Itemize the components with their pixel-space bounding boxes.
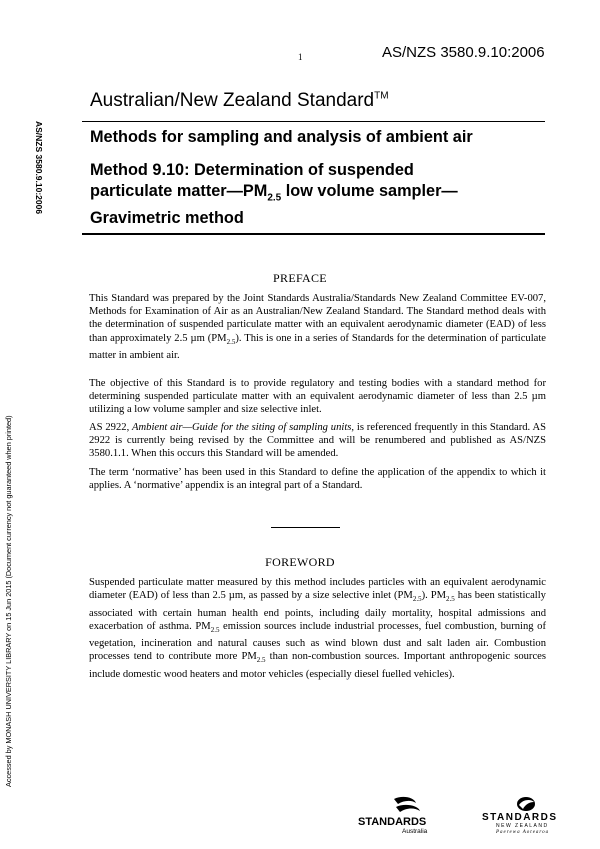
preface-paragraph-4: The term ‘normative’ has been used in this Standard to define the application of the appendix to which it applies. A ‘normative’ appendix is an integral part of a Standard. (89, 467, 546, 492)
standards-nz-name: STANDARDS (482, 812, 558, 823)
trademark-mark: TM (374, 90, 389, 102)
subtitle-line-1: Method 9.10: Determination of suspended (90, 161, 414, 179)
document-title: Methods for sampling and analysis of ambient air (90, 128, 473, 146)
preface-p1-text: This Standard was prepared by the Joint Standards Australia/Standards New Zealand Committee EV-007, Methods for Examination of Air as an Australian/New Zealand Standard. The Standard method deals with the determination of suspended particulate matter with an equivalent aerodynamic diameter (EAD) of less than approximately 2.5 µm (PM (89, 293, 546, 344)
page-number: 1 (298, 52, 303, 62)
pm-subscript: 2.5 (412, 595, 422, 604)
standards-australia-swoosh-icon (394, 797, 420, 812)
access-watermark: Accessed by MONASH UNIVERSITY LIBRARY on 15 Jun 2015 (Document currency not guaranteed when printed) (4, 415, 13, 787)
side-standard-code (34, 121, 46, 231)
foreword-heading: FOREWORD (265, 555, 335, 569)
subtitle-line-2 (90, 181, 550, 208)
standard-type-text: Australian/New Zealand Standard (90, 90, 375, 111)
standards-new-zealand-logo (478, 796, 572, 834)
pm-subscript: 2.5 (256, 656, 266, 665)
pm-subscript: 2.5 (267, 192, 282, 204)
pm-subscript: 2.5 (446, 595, 455, 604)
subtitle-line-3: Gravimetric method (90, 209, 244, 228)
preface-heading: PREFACE (273, 271, 327, 285)
foreword-text-a: Suspended particulate matter measured by this method includes particles with an equivalent aerodynamic diameter (EAD) of less than 2.5 µm, as passed by a size selective inlet (PM (89, 577, 546, 602)
preface-paragraph-1 (89, 292, 546, 362)
referenced-standard-title: Ambient air—Guide for the siting of sampling units (132, 422, 352, 433)
preface-paragraph-2: The objective of this Standard is to provide regulatory and testing bodies with a standard method for determining suspended particulate matter with an equivalent aerodynamic diameter of less than 2.5 µm utilizing a low volume sampler and size selective inlet. (89, 378, 546, 416)
document-subtitle (90, 160, 550, 229)
section-divider (271, 527, 340, 528)
pm-subscript: 2.5 (210, 625, 220, 634)
preface-p3-text: AS 2922, (89, 422, 133, 433)
foreword-text-b: ). PM (421, 590, 447, 602)
preface-p1-rest: ). This is one in a series of Standards for the determination of particulate matter in ambient air. (89, 332, 546, 361)
standards-australia-logo (356, 795, 440, 835)
title-rule-bottom (82, 233, 545, 235)
standards-australia-name: STANDARDS (358, 816, 427, 828)
standards-nz-subname: NEW ZEALAND (496, 823, 549, 829)
standard-type-heading (90, 90, 389, 112)
standards-nz-emblem-icon (517, 797, 535, 811)
pm-subscript: 2.5 (226, 337, 236, 346)
standards-australia-subname: Australia (402, 828, 428, 835)
foreword-text-c: has been statistically associated with certain human health end points, including daily mortality, hospital admissions and exacerbation of asthma. PM (89, 590, 546, 632)
foreword-paragraph (89, 576, 546, 681)
subtitle-line-2-rest: low volume sampler— (281, 182, 458, 200)
title-rule-top (82, 121, 545, 122)
side-standard-code-text: AS/NZS 3580.9.10:2006 (34, 121, 44, 215)
preface-paragraph-3 (89, 421, 546, 461)
standard-code: AS/NZS 3580.9.10:2006 (382, 44, 545, 61)
standards-nz-tagline: Paerewa Aotearoa (496, 830, 550, 834)
foreword-text-e: than non-combustion sources. Important anthropogenic sources include domestic wood heaters and motor vehicles (especially diesel fuelled vehicles). (89, 651, 546, 680)
preface-p3-rest: , is referenced frequently in this Standard. AS 2922 is currently being revised by the Committee and will be renumbered and published as AS/NZS 3580.1.1. When this occurs this Standard will be amended. (89, 422, 546, 460)
foreword-text-d: emission sources include industrial processes, fuel combustion, burning of vegetation, incineration and natural causes such as wind blown dust and salt laden air. Combustion processes tend to contribute more PM (89, 620, 546, 663)
subtitle-line-2-text: particulate matter—PM (90, 182, 268, 200)
